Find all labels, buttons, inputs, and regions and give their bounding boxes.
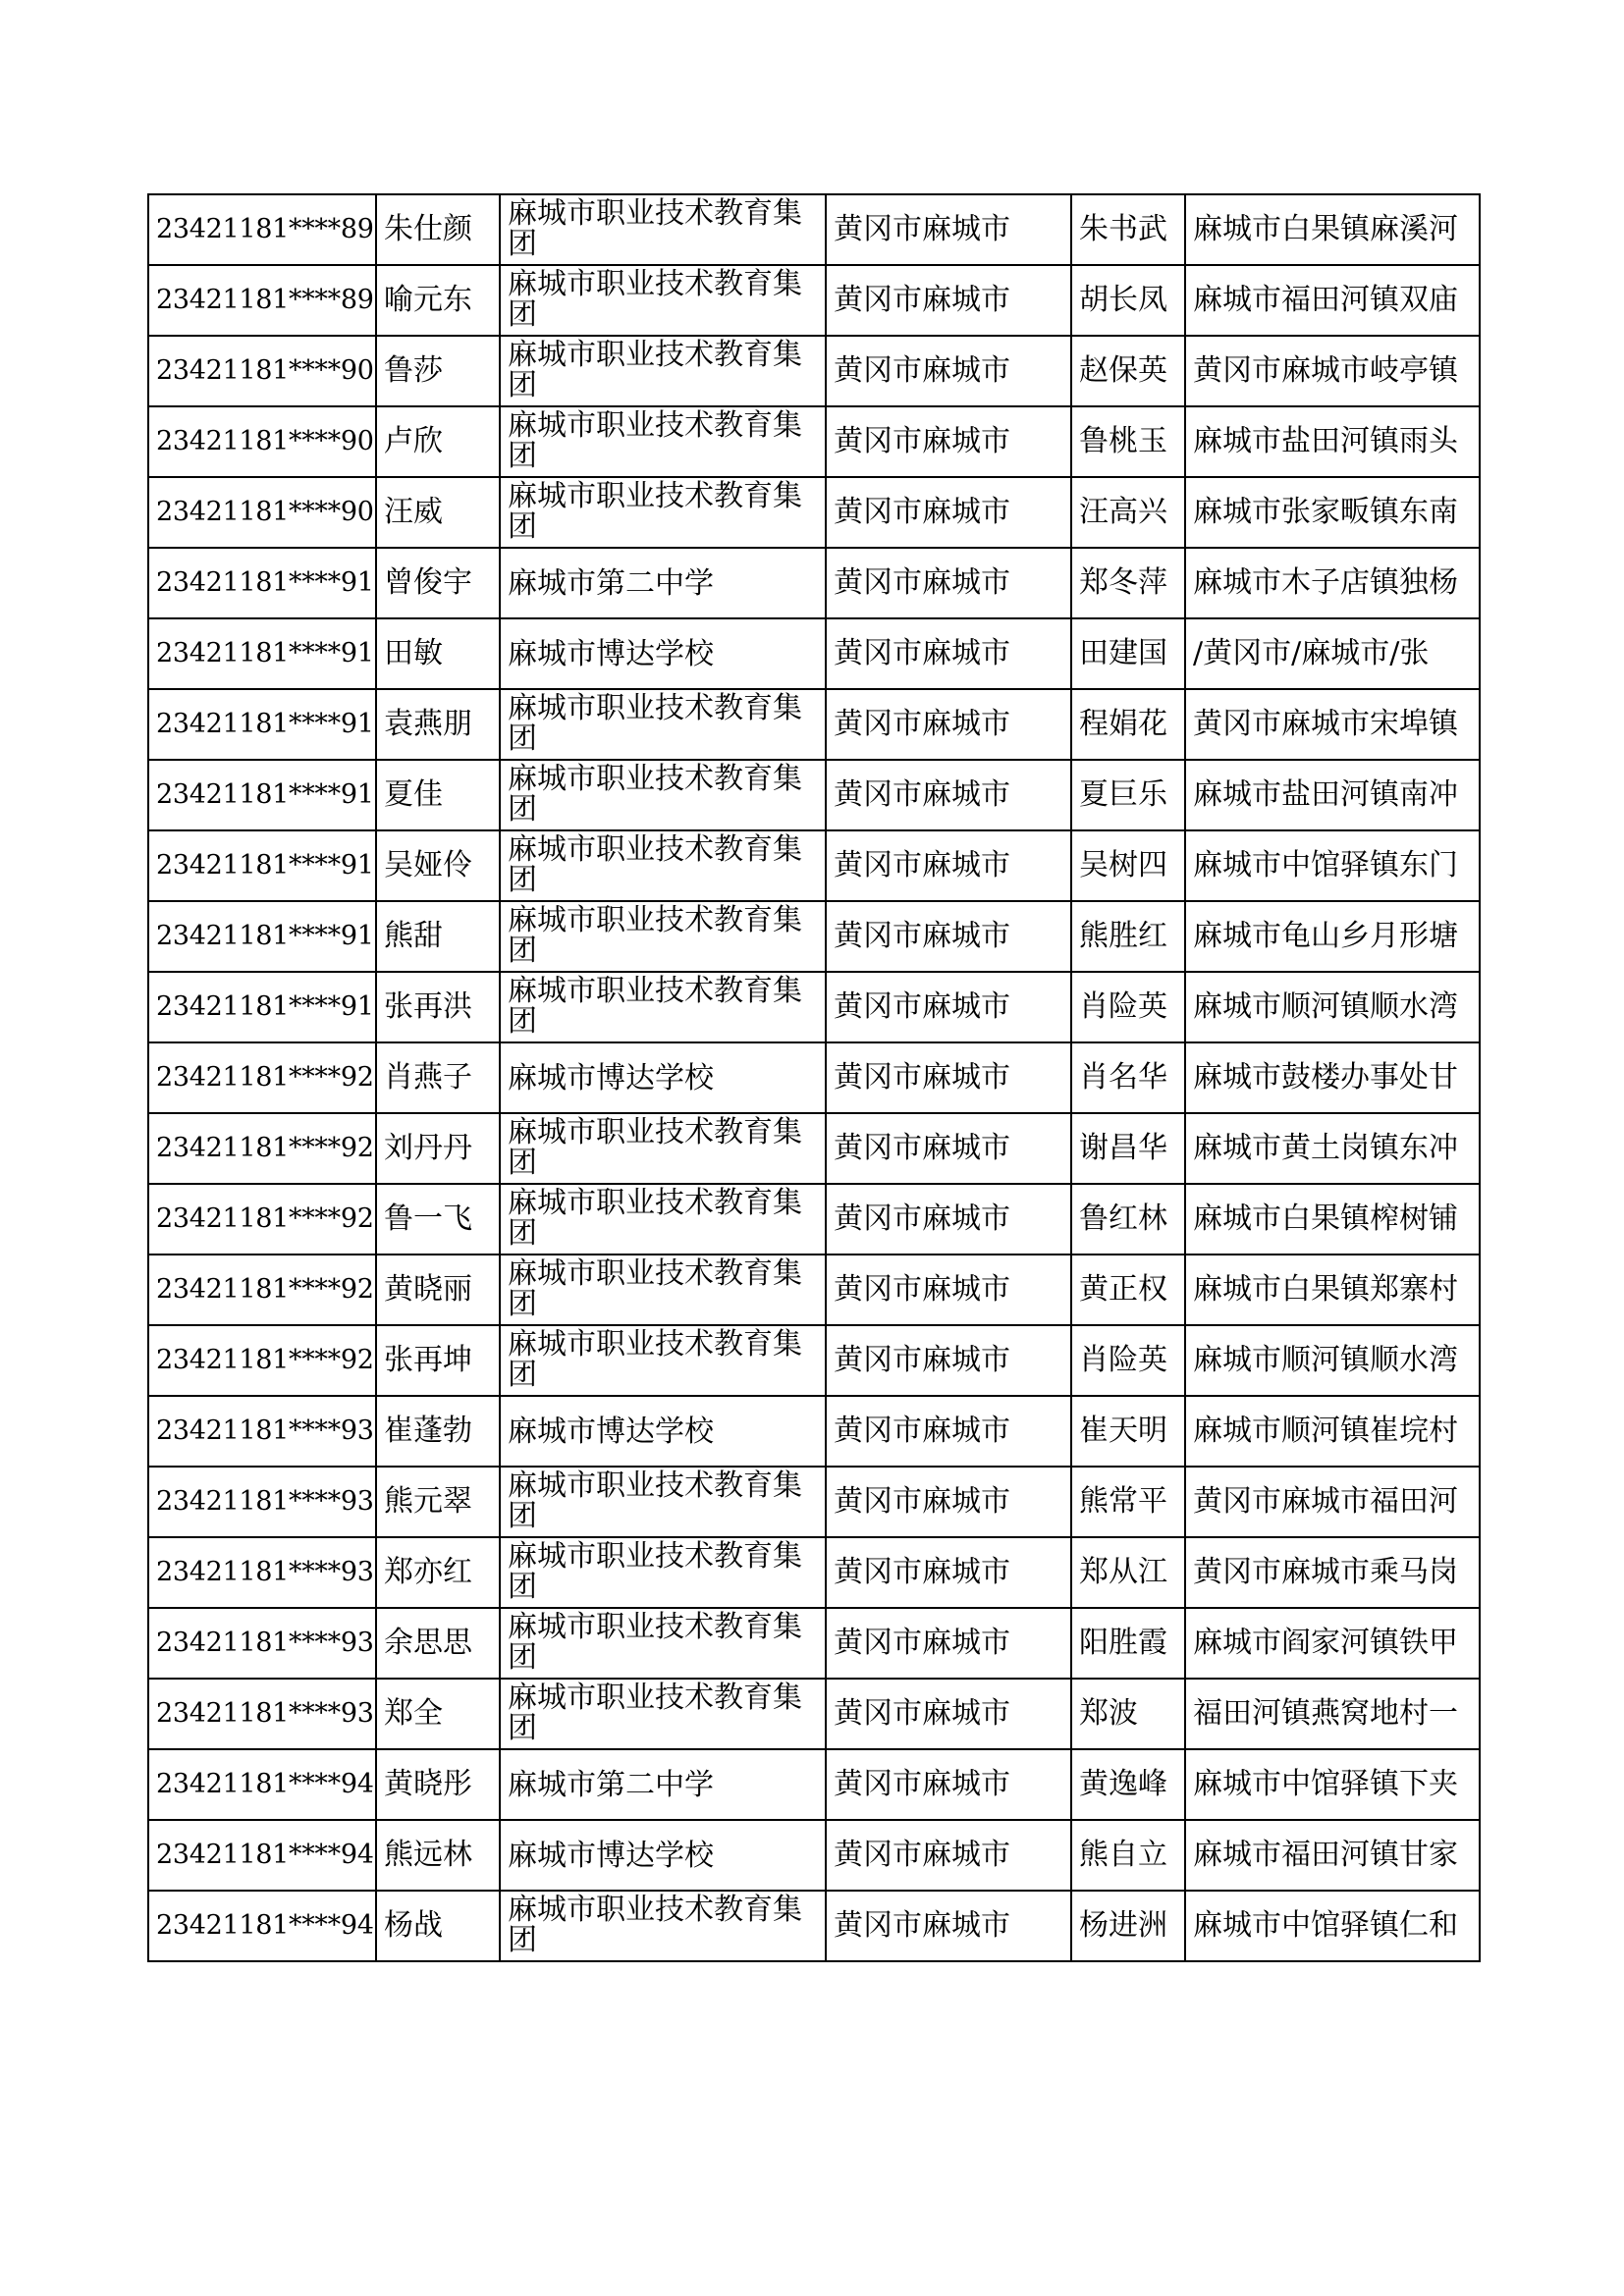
cell-guardian-name: 吴树四: [1071, 830, 1185, 901]
cell-region: 黄冈市麻城市: [826, 1042, 1071, 1113]
cell-student-name: 熊远林: [376, 1820, 500, 1891]
cell-student-name: 崔蓬勃: [376, 1396, 500, 1467]
cell-school: 麻城市职业技术教育集团: [500, 1679, 826, 1749]
table-row: [148, 194, 1480, 265]
cell-region: 黄冈市麻城市: [826, 1255, 1071, 1325]
cell-region: 黄冈市麻城市: [826, 1891, 1071, 1961]
cell-address: 麻城市中馆驿镇仁和: [1185, 1891, 1480, 1961]
cell-id-number: 23421181****92: [148, 1184, 376, 1255]
cell-school: 麻城市职业技术教育集团: [500, 1325, 826, 1396]
table-row: [148, 689, 1480, 760]
table-row: [148, 1537, 1480, 1608]
table-row: [148, 265, 1480, 336]
cell-school: 麻城市职业技术教育集团: [500, 406, 826, 477]
cell-guardian-name: 熊胜红: [1071, 901, 1185, 972]
table-row: [148, 336, 1480, 406]
cell-id-number: 23421181****92: [148, 1255, 376, 1325]
cell-region: 黄冈市麻城市: [826, 901, 1071, 972]
table-row: [148, 1679, 1480, 1749]
cell-student-name: 黄晓彤: [376, 1749, 500, 1820]
table-row: [148, 1396, 1480, 1467]
table-row: [148, 1820, 1480, 1891]
cell-guardian-name: 程娟花: [1071, 689, 1185, 760]
cell-school: 麻城市职业技术教育集团: [500, 265, 826, 336]
cell-address: 麻城市中馆驿镇下夹: [1185, 1749, 1480, 1820]
cell-address: 麻城市阎家河镇铁甲: [1185, 1608, 1480, 1679]
student-roster-table: [147, 193, 1481, 1962]
cell-school: 麻城市职业技术教育集团: [500, 972, 826, 1042]
cell-id-number: 23421181****92: [148, 1325, 376, 1396]
cell-id-number: 23421181****94: [148, 1749, 376, 1820]
cell-student-name: 朱仕颜: [376, 194, 500, 265]
cell-region: 黄冈市麻城市: [826, 336, 1071, 406]
cell-school: 麻城市职业技术教育集团: [500, 1113, 826, 1184]
cell-region: 黄冈市麻城市: [826, 1467, 1071, 1537]
cell-guardian-name: 阳胜霞: [1071, 1608, 1185, 1679]
cell-address: 麻城市顺河镇顺水湾: [1185, 1325, 1480, 1396]
cell-guardian-name: 鲁红林: [1071, 1184, 1185, 1255]
cell-region: 黄冈市麻城市: [826, 1325, 1071, 1396]
cell-address: 麻城市龟山乡月形塘: [1185, 901, 1480, 972]
cell-guardian-name: 鲁桃玉: [1071, 406, 1185, 477]
cell-id-number: 23421181****91: [148, 760, 376, 830]
cell-guardian-name: 杨进洲: [1071, 1891, 1185, 1961]
cell-school: 麻城市职业技术教育集团: [500, 336, 826, 406]
cell-student-name: 田敏: [376, 618, 500, 689]
cell-student-name: 肖燕子: [376, 1042, 500, 1113]
roster-body: [148, 194, 1480, 1961]
cell-region: 黄冈市麻城市: [826, 1749, 1071, 1820]
cell-guardian-name: 郑冬萍: [1071, 548, 1185, 618]
table-row: [148, 1608, 1480, 1679]
cell-student-name: 喻元东: [376, 265, 500, 336]
cell-id-number: 23421181****93: [148, 1537, 376, 1608]
cell-id-number: 23421181****91: [148, 830, 376, 901]
cell-guardian-name: 肖险英: [1071, 1325, 1185, 1396]
cell-address: 福田河镇燕窝地村一: [1185, 1679, 1480, 1749]
cell-id-number: 23421181****90: [148, 336, 376, 406]
cell-address: 麻城市中馆驿镇东门: [1185, 830, 1480, 901]
table-row: [148, 901, 1480, 972]
cell-guardian-name: 田建国: [1071, 618, 1185, 689]
cell-address: 麻城市鼓楼办事处甘: [1185, 1042, 1480, 1113]
cell-guardian-name: 夏巨乐: [1071, 760, 1185, 830]
cell-region: 黄冈市麻城市: [826, 830, 1071, 901]
cell-school: 麻城市职业技术教育集团: [500, 689, 826, 760]
cell-school: 麻城市职业技术教育集团: [500, 760, 826, 830]
cell-address: 麻城市黄土岗镇东冲: [1185, 1113, 1480, 1184]
cell-id-number: 23421181****90: [148, 406, 376, 477]
table-row: [148, 1749, 1480, 1820]
cell-id-number: 23421181****91: [148, 548, 376, 618]
cell-region: 黄冈市麻城市: [826, 1396, 1071, 1467]
cell-region: 黄冈市麻城市: [826, 689, 1071, 760]
cell-id-number: 23421181****93: [148, 1608, 376, 1679]
table-row: [148, 1467, 1480, 1537]
cell-id-number: 23421181****91: [148, 901, 376, 972]
cell-region: 黄冈市麻城市: [826, 1113, 1071, 1184]
cell-address: 麻城市顺河镇崔垸村: [1185, 1396, 1480, 1467]
cell-student-name: 杨战: [376, 1891, 500, 1961]
cell-student-name: 熊元翠: [376, 1467, 500, 1537]
cell-school: 麻城市职业技术教育集团: [500, 901, 826, 972]
cell-school: 麻城市职业技术教育集团: [500, 1891, 826, 1961]
cell-address: 麻城市白果镇郑寨村: [1185, 1255, 1480, 1325]
cell-address: /黄冈市/麻城市/张: [1185, 618, 1480, 689]
cell-id-number: 23421181****91: [148, 618, 376, 689]
cell-guardian-name: 谢昌华: [1071, 1113, 1185, 1184]
cell-student-name: 袁燕朋: [376, 689, 500, 760]
cell-school: 麻城市博达学校: [500, 618, 826, 689]
cell-region: 黄冈市麻城市: [826, 972, 1071, 1042]
cell-school: 麻城市博达学校: [500, 1820, 826, 1891]
cell-region: 黄冈市麻城市: [826, 406, 1071, 477]
cell-guardian-name: 熊自立: [1071, 1820, 1185, 1891]
cell-region: 黄冈市麻城市: [826, 618, 1071, 689]
cell-student-name: 刘丹丹: [376, 1113, 500, 1184]
cell-id-number: 23421181****93: [148, 1679, 376, 1749]
cell-address: 麻城市盐田河镇南冲: [1185, 760, 1480, 830]
cell-guardian-name: 崔天明: [1071, 1396, 1185, 1467]
cell-region: 黄冈市麻城市: [826, 1184, 1071, 1255]
table-row: [148, 548, 1480, 618]
cell-guardian-name: 郑波: [1071, 1679, 1185, 1749]
cell-student-name: 张再坤: [376, 1325, 500, 1396]
table-row: [148, 760, 1480, 830]
cell-student-name: 余思思: [376, 1608, 500, 1679]
cell-guardian-name: 朱书武: [1071, 194, 1185, 265]
table-row: [148, 1042, 1480, 1113]
cell-address: 麻城市木子店镇独杨: [1185, 548, 1480, 618]
cell-region: 黄冈市麻城市: [826, 548, 1071, 618]
table-row: [148, 618, 1480, 689]
cell-id-number: 23421181****94: [148, 1820, 376, 1891]
cell-school: 麻城市职业技术教育集团: [500, 194, 826, 265]
table-row: [148, 972, 1480, 1042]
cell-school: 麻城市第二中学: [500, 548, 826, 618]
cell-school: 麻城市博达学校: [500, 1396, 826, 1467]
cell-region: 黄冈市麻城市: [826, 1679, 1071, 1749]
cell-student-name: 黄晓丽: [376, 1255, 500, 1325]
cell-id-number: 23421181****93: [148, 1467, 376, 1537]
cell-student-name: 夏佳: [376, 760, 500, 830]
cell-id-number: 23421181****91: [148, 689, 376, 760]
cell-student-name: 吴娅伶: [376, 830, 500, 901]
cell-address: 麻城市白果镇榨树铺: [1185, 1184, 1480, 1255]
cell-region: 黄冈市麻城市: [826, 477, 1071, 548]
cell-school: 麻城市职业技术教育集团: [500, 830, 826, 901]
cell-address: 麻城市白果镇麻溪河: [1185, 194, 1480, 265]
cell-student-name: 郑全: [376, 1679, 500, 1749]
cell-id-number: 23421181****89: [148, 194, 376, 265]
table-row: [148, 1113, 1480, 1184]
cell-school: 麻城市职业技术教育集团: [500, 1184, 826, 1255]
cell-guardian-name: 汪高兴: [1071, 477, 1185, 548]
cell-school: 麻城市职业技术教育集团: [500, 1255, 826, 1325]
cell-school: 麻城市职业技术教育集团: [500, 1608, 826, 1679]
cell-id-number: 23421181****89: [148, 265, 376, 336]
cell-region: 黄冈市麻城市: [826, 1820, 1071, 1891]
cell-school: 麻城市职业技术教育集团: [500, 1467, 826, 1537]
cell-address: 麻城市福田河镇双庙: [1185, 265, 1480, 336]
cell-region: 黄冈市麻城市: [826, 1608, 1071, 1679]
cell-id-number: 23421181****94: [148, 1891, 376, 1961]
cell-id-number: 23421181****90: [148, 477, 376, 548]
table-row: [148, 406, 1480, 477]
cell-guardian-name: 肖险英: [1071, 972, 1185, 1042]
table-row: [148, 1184, 1480, 1255]
cell-guardian-name: 熊常平: [1071, 1467, 1185, 1537]
cell-id-number: 23421181****91: [148, 972, 376, 1042]
cell-id-number: 23421181****93: [148, 1396, 376, 1467]
cell-address: 黄冈市麻城市岐亭镇: [1185, 336, 1480, 406]
cell-address: 麻城市张家畈镇东南: [1185, 477, 1480, 548]
table-row: [148, 1255, 1480, 1325]
table-row: [148, 830, 1480, 901]
cell-school: 麻城市博达学校: [500, 1042, 826, 1113]
cell-student-name: 郑亦红: [376, 1537, 500, 1608]
cell-id-number: 23421181****92: [148, 1042, 376, 1113]
cell-region: 黄冈市麻城市: [826, 194, 1071, 265]
table-row: [148, 1325, 1480, 1396]
cell-student-name: 鲁一飞: [376, 1184, 500, 1255]
cell-student-name: 汪威: [376, 477, 500, 548]
cell-guardian-name: 郑从江: [1071, 1537, 1185, 1608]
cell-school: 麻城市职业技术教育集团: [500, 477, 826, 548]
table-row: [148, 477, 1480, 548]
cell-address: 麻城市盐田河镇雨头: [1185, 406, 1480, 477]
cell-student-name: 卢欣: [376, 406, 500, 477]
cell-region: 黄冈市麻城市: [826, 760, 1071, 830]
cell-region: 黄冈市麻城市: [826, 1537, 1071, 1608]
cell-guardian-name: 肖名华: [1071, 1042, 1185, 1113]
cell-guardian-name: 黄逸峰: [1071, 1749, 1185, 1820]
cell-address: 黄冈市麻城市乘马岗: [1185, 1537, 1480, 1608]
cell-address: 黄冈市麻城市宋埠镇: [1185, 689, 1480, 760]
cell-student-name: 曾俊宇: [376, 548, 500, 618]
cell-school: 麻城市第二中学: [500, 1749, 826, 1820]
table-row: [148, 1891, 1480, 1961]
cell-student-name: 熊甜: [376, 901, 500, 972]
cell-student-name: 张再洪: [376, 972, 500, 1042]
cell-guardian-name: 黄正权: [1071, 1255, 1185, 1325]
cell-region: 黄冈市麻城市: [826, 265, 1071, 336]
cell-address: 黄冈市麻城市福田河: [1185, 1467, 1480, 1537]
cell-school: 麻城市职业技术教育集团: [500, 1537, 826, 1608]
cell-address: 麻城市福田河镇甘家: [1185, 1820, 1480, 1891]
cell-guardian-name: 胡长凤: [1071, 265, 1185, 336]
cell-address: 麻城市顺河镇顺水湾: [1185, 972, 1480, 1042]
cell-id-number: 23421181****92: [148, 1113, 376, 1184]
cell-guardian-name: 赵保英: [1071, 336, 1185, 406]
cell-student-name: 鲁莎: [376, 336, 500, 406]
